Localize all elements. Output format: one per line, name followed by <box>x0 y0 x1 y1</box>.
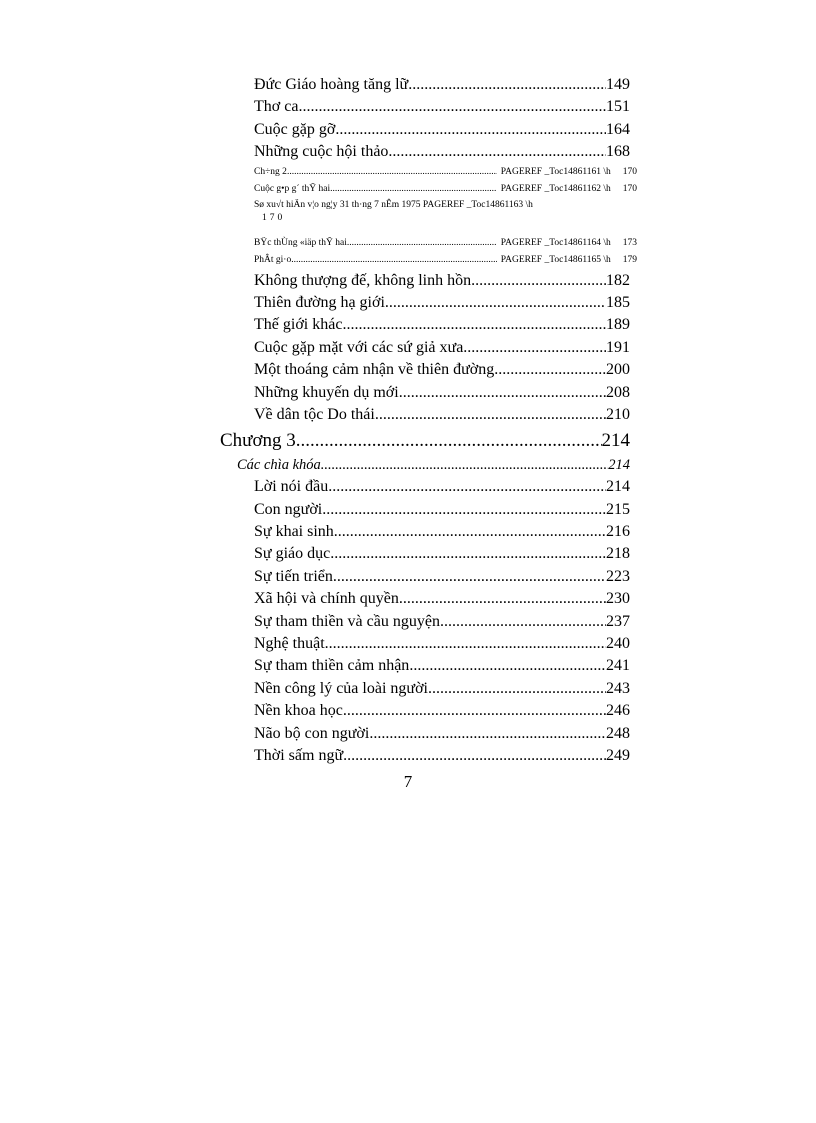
toc-entry-page: 200 <box>606 361 630 379</box>
toc-entry-title: Không thượng đế, không linh hồn <box>254 271 472 289</box>
toc-section <box>220 454 630 476</box>
toc-entry-page: 185 <box>606 293 630 311</box>
toc-entry-title: Lời nói đầu <box>254 478 329 496</box>
toc-entry-title: Những cuộc hội thảo <box>254 143 389 161</box>
toc-entry <box>220 521 630 543</box>
toc-chapter <box>220 428 630 454</box>
toc-entry-page: 164 <box>606 120 630 138</box>
toc-entry-page: 248 <box>606 724 630 742</box>
dot-leader <box>471 270 606 292</box>
dot-leader <box>463 337 606 359</box>
toc-entry-page: 215 <box>606 500 630 518</box>
toc-entry-title: Sự tham thiền cảm nhận <box>254 657 410 675</box>
toc-entry-title: Nghệ thuật <box>254 635 325 653</box>
toc-entry-title: Sự khai sinh <box>254 523 334 541</box>
toc-entry <box>220 566 630 588</box>
toc-entry <box>220 382 630 404</box>
toc-entry-page: 170 <box>622 184 637 195</box>
dot-leader <box>291 252 497 270</box>
dot-leader <box>343 700 606 722</box>
toc-entry <box>220 723 630 745</box>
dot-leader <box>322 499 606 521</box>
toc-entry-page: 237 <box>606 612 630 630</box>
section-page: 214 <box>608 457 630 474</box>
toc-garbled-entry-wrapped <box>220 199 637 235</box>
dot-leader <box>375 404 606 426</box>
dot-leader <box>287 164 497 182</box>
dot-leader <box>335 119 606 141</box>
toc-entry <box>220 678 630 700</box>
toc-garbled-entry <box>220 181 637 199</box>
dot-leader <box>428 678 606 700</box>
toc-entry-title: Thế giới khác <box>254 316 343 334</box>
toc-entry-title: PhÂt gi·o <box>254 255 292 266</box>
dot-leader <box>296 428 602 454</box>
toc-entry <box>220 588 630 610</box>
toc-entry-page: 246 <box>606 702 630 720</box>
dot-leader <box>342 314 606 336</box>
toc-entry <box>220 633 630 655</box>
toc-entry <box>220 337 630 359</box>
field-code: PAGEREF _Toc14861162 \h <box>500 184 611 195</box>
dot-leader <box>321 454 608 476</box>
toc-entry-title: Cuộc gặp mặt với các sứ giả xưa <box>254 338 464 356</box>
page-number: 7 <box>403 772 413 791</box>
field-code: PAGEREF _Toc14861164 \h <box>500 237 611 248</box>
toc-garbled-entry <box>220 235 637 253</box>
toc-entry-page: 168 <box>606 143 630 161</box>
toc-entry-page: 214 <box>606 478 630 496</box>
toc-entry <box>220 270 630 292</box>
field-code: PAGEREF _Toc14861165 \h <box>500 255 611 266</box>
dot-leader <box>399 382 606 404</box>
toc-entry-page: 179 <box>622 255 637 266</box>
toc-entry-page: 218 <box>606 545 630 563</box>
toc-entry-page: 173 <box>622 237 637 248</box>
toc-entry-page: 170 <box>262 212 286 223</box>
toc-entry-title: Thơ ca <box>254 98 299 116</box>
toc-entry-page: 216 <box>606 523 630 541</box>
toc-entry <box>220 404 630 426</box>
dot-leader <box>325 633 606 655</box>
dot-leader <box>330 543 606 565</box>
dot-leader <box>333 566 606 588</box>
toc-entry-page: 210 <box>606 405 630 423</box>
toc-entry-page: 189 <box>606 316 630 334</box>
toc-entry-title: Sự tiến triển <box>254 567 333 585</box>
toc-entry-title: Nền công lý của loài người <box>254 679 428 697</box>
toc-entry <box>220 359 630 381</box>
toc-entry-page: 243 <box>606 679 630 697</box>
dot-leader <box>388 141 606 163</box>
toc-entry <box>220 96 630 118</box>
toc-entry-title: BŸc thÙng «iäp thỸ hai <box>254 237 347 248</box>
dot-leader <box>334 521 606 543</box>
toc-entry-page: 170 <box>622 166 637 177</box>
toc-entry <box>220 543 630 565</box>
section-title: Các chìa khóa <box>237 457 321 474</box>
toc-entry-title: Nền khoa học <box>254 702 343 720</box>
dot-leader <box>494 359 606 381</box>
toc-entry-page: 249 <box>606 746 630 764</box>
toc-entry <box>220 476 630 498</box>
dot-leader <box>298 96 606 118</box>
toc-entry <box>220 611 630 633</box>
toc-entry-page: 208 <box>606 383 630 401</box>
toc-entry-title: Ch÷ng 2 <box>254 166 287 177</box>
toc-entry-title: Con người <box>254 500 323 518</box>
toc-entry-title: Một thoáng cảm nhận về thiên đường <box>254 361 495 379</box>
toc-entry-page: 230 <box>606 590 630 608</box>
table-of-contents <box>220 74 637 767</box>
toc-entry-page: 149 <box>606 76 630 93</box>
toc-entry-title: Xã hội và chính quyền <box>254 590 399 608</box>
toc-entry-title: Sự tham thiền và cầu nguyện <box>254 612 440 630</box>
toc-entry-title: Những khuyến dụ mới <box>254 383 399 401</box>
toc-entry <box>220 74 630 96</box>
toc-entry-title: Cuộc gặp gỡ <box>254 120 336 138</box>
toc-entry-title: Sø xu√t hiÄn v¦o ng¦y 31 th·ng 7 nÊm 1975 PAGEREF _Toc14861163 \h <box>254 199 533 210</box>
toc-entry-page: 182 <box>606 271 630 289</box>
toc-entry-page: 241 <box>606 657 630 675</box>
toc-entry-title: Cuộc g•p g´ thỸ hai <box>254 184 331 195</box>
toc-entry-title: Não bộ con người <box>254 724 370 742</box>
toc-entry <box>220 655 630 677</box>
toc-garbled-entry <box>220 164 637 182</box>
toc-entry-page: 191 <box>606 338 630 356</box>
dot-leader <box>347 235 497 253</box>
dot-leader <box>343 745 606 767</box>
toc-garbled-entry <box>220 252 637 270</box>
toc-entry <box>220 292 630 314</box>
toc-entry-page: 240 <box>606 635 630 653</box>
toc-entry <box>220 314 630 336</box>
toc-entry-page: 151 <box>606 98 630 116</box>
dot-leader <box>440 611 606 633</box>
field-code: PAGEREF _Toc14861161 \h <box>500 166 611 177</box>
toc-entry <box>220 700 630 722</box>
dot-leader <box>385 292 606 314</box>
toc-entry-title: Sự giáo dục <box>254 545 331 563</box>
dot-leader <box>369 723 606 745</box>
dot-leader <box>408 74 606 96</box>
dot-leader <box>399 588 606 610</box>
toc-entry <box>220 745 630 767</box>
toc-entry-title: Về dân tộc Do thái <box>254 405 375 423</box>
toc-entry-title: Đức Giáo hoàng tăng lữ <box>254 76 409 93</box>
dot-leader <box>328 476 606 498</box>
toc-entry-title: Thời sấm ngữ <box>254 746 344 764</box>
toc-entry <box>220 141 630 163</box>
chapter-page: 214 <box>601 430 630 452</box>
dot-leader <box>409 655 606 677</box>
toc-entry <box>220 119 630 141</box>
toc-entry-page: 223 <box>606 567 630 585</box>
toc-entry <box>220 499 630 521</box>
chapter-title: Chương 3 <box>220 430 296 452</box>
toc-entry-title: Thiên đường hạ giới <box>254 293 385 311</box>
dot-leader <box>330 181 497 199</box>
